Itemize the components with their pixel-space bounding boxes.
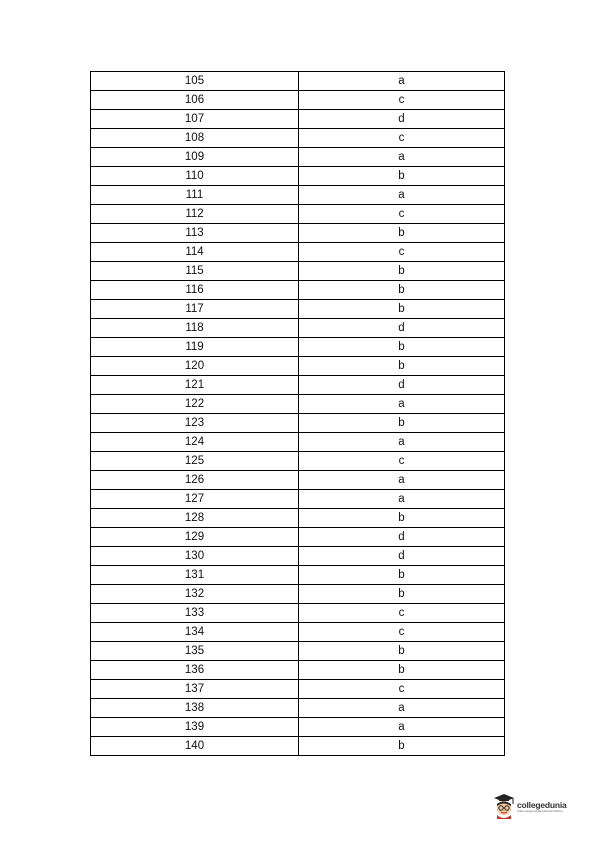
answer-cell: c [299, 680, 505, 699]
answer-cell: b [299, 509, 505, 528]
question-number-cell: 106 [91, 91, 299, 110]
question-number-cell: 113 [91, 224, 299, 243]
question-number-cell: 132 [91, 585, 299, 604]
table-row [91, 433, 505, 452]
question-number-cell: 112 [91, 205, 299, 224]
table-row [91, 357, 505, 376]
table-row [91, 262, 505, 281]
answer-cell: a [299, 186, 505, 205]
table-row [91, 490, 505, 509]
question-number-cell: 137 [91, 680, 299, 699]
table-row [91, 471, 505, 490]
logo-wordmark: collegedunia [517, 799, 567, 810]
table-row [91, 186, 505, 205]
question-number-cell: 128 [91, 509, 299, 528]
graduate-mascot-icon [493, 793, 515, 819]
answer-cell: b [299, 414, 505, 433]
answer-cell: a [299, 72, 505, 91]
answer-key-body [91, 72, 505, 756]
question-number-cell: 120 [91, 357, 299, 376]
question-number-cell: 135 [91, 642, 299, 661]
question-number-cell: 121 [91, 376, 299, 395]
answer-cell: a [299, 433, 505, 452]
table-row [91, 243, 505, 262]
answer-cell: b [299, 737, 505, 756]
table-row [91, 737, 505, 756]
question-number-cell: 122 [91, 395, 299, 414]
answer-cell: a [299, 148, 505, 167]
collegedunia-logo [493, 791, 573, 821]
question-number-cell: 110 [91, 167, 299, 186]
table-row [91, 528, 505, 547]
question-number-cell: 114 [91, 243, 299, 262]
logo-tagline: India's Largest Student Review Platform [517, 809, 564, 813]
answer-cell: d [299, 110, 505, 129]
answer-cell: a [299, 395, 505, 414]
question-number-cell: 117 [91, 300, 299, 319]
question-number-cell: 127 [91, 490, 299, 509]
table-row [91, 395, 505, 414]
question-number-cell: 119 [91, 338, 299, 357]
question-number-cell: 140 [91, 737, 299, 756]
answer-cell: c [299, 129, 505, 148]
table-row [91, 718, 505, 737]
table-row [91, 642, 505, 661]
table-row [91, 585, 505, 604]
answer-cell: b [299, 281, 505, 300]
table-row [91, 224, 505, 243]
table-row [91, 452, 505, 471]
question-number-cell: 134 [91, 623, 299, 642]
question-number-cell: 118 [91, 319, 299, 338]
table-row [91, 281, 505, 300]
table-row [91, 376, 505, 395]
question-number-cell: 138 [91, 699, 299, 718]
answer-cell: a [299, 699, 505, 718]
question-number-cell: 109 [91, 148, 299, 167]
answer-cell: b [299, 338, 505, 357]
table-row [91, 604, 505, 623]
question-number-cell: 115 [91, 262, 299, 281]
table-row [91, 338, 505, 357]
question-number-cell: 108 [91, 129, 299, 148]
table-row [91, 72, 505, 91]
question-number-cell: 116 [91, 281, 299, 300]
answer-cell: b [299, 300, 505, 319]
answer-cell: b [299, 167, 505, 186]
table-row [91, 623, 505, 642]
table-row [91, 699, 505, 718]
answer-cell: a [299, 490, 505, 509]
table-row [91, 509, 505, 528]
answer-cell: c [299, 243, 505, 262]
table-row [91, 547, 505, 566]
table-row [91, 414, 505, 433]
answer-cell: b [299, 262, 505, 281]
question-number-cell: 105 [91, 72, 299, 91]
answer-cell: c [299, 604, 505, 623]
answer-cell: c [299, 91, 505, 110]
table-row [91, 661, 505, 680]
answer-cell: b [299, 642, 505, 661]
table-row [91, 110, 505, 129]
table-row [91, 205, 505, 224]
question-number-cell: 125 [91, 452, 299, 471]
question-number-cell: 124 [91, 433, 299, 452]
question-number-cell: 123 [91, 414, 299, 433]
table-row [91, 566, 505, 585]
question-number-cell: 131 [91, 566, 299, 585]
answer-cell: b [299, 224, 505, 243]
table-row [91, 300, 505, 319]
table-row [91, 319, 505, 338]
answer-key-table [90, 71, 505, 756]
answer-cell: a [299, 718, 505, 737]
answer-cell: b [299, 357, 505, 376]
answer-cell: a [299, 471, 505, 490]
answer-cell: c [299, 452, 505, 471]
answer-cell: d [299, 319, 505, 338]
answer-cell: d [299, 376, 505, 395]
question-number-cell: 139 [91, 718, 299, 737]
table-row [91, 680, 505, 699]
table-row [91, 167, 505, 186]
answer-cell: c [299, 205, 505, 224]
question-number-cell: 129 [91, 528, 299, 547]
question-number-cell: 126 [91, 471, 299, 490]
table-row [91, 129, 505, 148]
question-number-cell: 130 [91, 547, 299, 566]
question-number-cell: 111 [91, 186, 299, 205]
table-row [91, 148, 505, 167]
answer-cell: d [299, 528, 505, 547]
answer-cell: b [299, 566, 505, 585]
answer-cell: c [299, 623, 505, 642]
answer-cell: b [299, 585, 505, 604]
question-number-cell: 107 [91, 110, 299, 129]
table-row [91, 91, 505, 110]
answer-cell: d [299, 547, 505, 566]
question-number-cell: 136 [91, 661, 299, 680]
answer-cell: b [299, 661, 505, 680]
question-number-cell: 133 [91, 604, 299, 623]
